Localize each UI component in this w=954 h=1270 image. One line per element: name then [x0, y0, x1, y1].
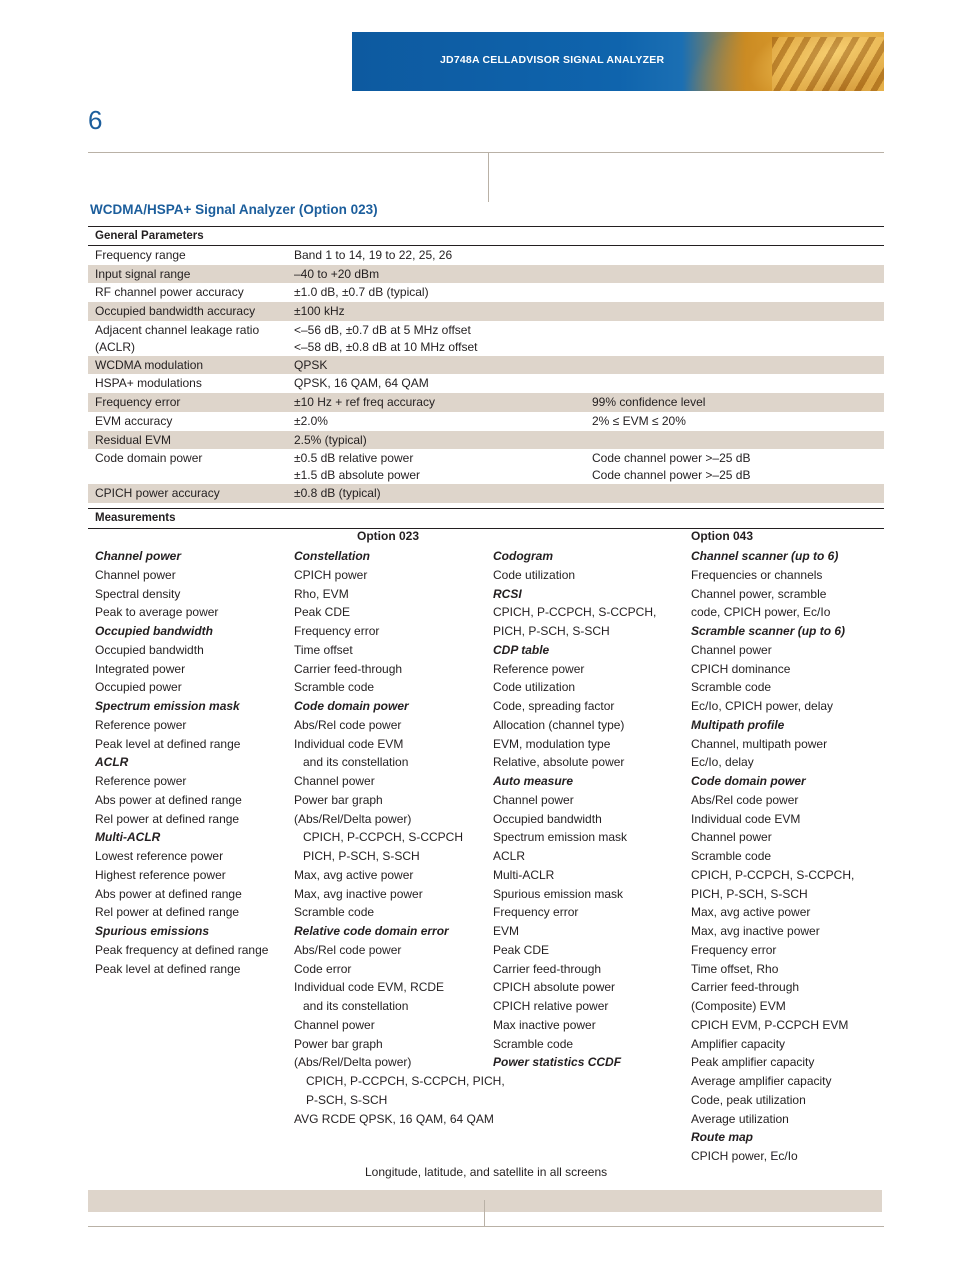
measurement-item: Frequency error — [294, 624, 380, 638]
measurement-item: PICH, P-SCH, S-SCH — [303, 849, 420, 863]
measurement-item: CPICH dominance — [691, 661, 791, 676]
measurement-item: CPICH power — [294, 567, 368, 582]
measurement-item: Occupied power — [95, 680, 182, 695]
measurement-item: Peak CDE — [493, 942, 550, 957]
measurement-item: PICH, P-SCH, S-SCH — [691, 886, 808, 901]
parameter-row — [88, 393, 884, 412]
measurement-item: Highest reference power — [95, 867, 226, 882]
section-title: WCDMA/HSPA+ Signal Analyzer (Option 023) — [90, 202, 378, 217]
measurement-item: Peak level at defined range — [95, 961, 241, 976]
measurement-item: CPICH power, Ec/Io — [691, 1149, 798, 1163]
measurement-item: Abs/Rel code power — [294, 942, 402, 957]
parameter-value: ±1.0 dB, ±0.7 dB (typical) — [294, 285, 429, 300]
parameter-name: Residual EVM — [95, 432, 172, 447]
measurement-item: Ec/Io, CPICH power, delay — [691, 699, 834, 713]
measurement-item: Allocation (channel type) — [493, 717, 625, 732]
measurement-item: P-SCH, S-SCH — [306, 1092, 388, 1107]
general-parameters-rows — [88, 246, 884, 503]
measurement-group-heading: ACLR — [95, 755, 129, 770]
measurements-column-4 — [691, 547, 891, 1166]
measurement-group-heading: Occupied bandwidth — [95, 624, 214, 638]
measurement-item: Code error — [294, 961, 352, 976]
measurement-item: CPICH, P-CCPCH, S-CCPCH — [303, 830, 464, 845]
measurement-item: Channel power — [691, 642, 772, 657]
parameter-name: Occupied bandwidth accuracy — [95, 304, 256, 319]
parameter-name: CPICH power accuracy — [95, 486, 220, 501]
parameter-value: QPSK — [294, 357, 328, 372]
parameter-name: WCDMA modulation — [95, 357, 204, 372]
measurement-item: and its constellation — [303, 755, 409, 770]
banner-title: JD748A CELLADVISOR SIGNAL ANALYZER — [440, 54, 665, 66]
measurement-item: Rel power at defined range — [95, 811, 240, 826]
parameter-note: Code channel power >–25 dB Code channel power >–25 dB — [592, 451, 751, 483]
measurements-heading — [88, 508, 884, 529]
measurements-column-3 — [493, 547, 693, 1072]
parameter-name: Frequency error — [95, 395, 181, 410]
parameter-note — [592, 431, 882, 432]
measurement-group-heading: Auto measure — [493, 774, 574, 788]
parameter-row — [88, 283, 884, 302]
measurement-item: Average amplifier capacity — [691, 1074, 832, 1088]
measurement-item: Abs/Rel code power — [294, 717, 402, 732]
measurement-item: Spectrum emission mask — [493, 830, 628, 845]
measurement-item: Carrier feed-through — [493, 961, 602, 976]
measurement-group-heading: Channel power — [95, 549, 182, 563]
measurement-item: EVM, modulation type — [493, 736, 611, 751]
parameter-value: ±2.0% — [294, 413, 328, 428]
header-banner — [352, 32, 884, 91]
measurement-group-heading: Spurious emissions — [95, 924, 210, 938]
measurement-item: CPICH absolute power — [493, 980, 616, 995]
measurements-column-2 — [294, 547, 505, 1128]
measurement-group-heading: Codogram — [493, 549, 553, 563]
measurement-item: Code, peak utilization — [691, 1092, 806, 1107]
measurement-item: CPICH, P-CCPCH, S-CCPCH, — [493, 605, 657, 620]
parameter-row — [88, 321, 884, 356]
measurements-column-1 — [95, 547, 295, 978]
measurement-item: Abs power at defined range — [95, 792, 242, 807]
measurement-item: Spectral density — [95, 586, 181, 601]
measurement-item: Reference power — [493, 661, 585, 676]
bottom-divider — [88, 1226, 884, 1227]
parameter-name: Input signal range — [95, 266, 191, 281]
measurement-item: CPICH, P-CCPCH, S-CCPCH, PICH, — [306, 1074, 505, 1088]
top-divider — [88, 152, 884, 153]
measurement-item: Frequency error — [691, 942, 777, 957]
measurement-group-heading: Relative code domain error — [294, 924, 449, 938]
option-043-label: Option 043 — [691, 529, 754, 543]
parameter-row — [88, 302, 884, 321]
parameter-value: ±100 kHz — [294, 304, 345, 319]
footer-bar — [88, 1190, 882, 1212]
measurement-group-heading: Code domain power — [294, 699, 409, 713]
parameter-note — [592, 374, 882, 375]
measurement-item: Time offset, Rho — [691, 961, 779, 976]
parameter-name: RF channel power accuracy — [95, 285, 244, 300]
parameter-value: ±0.8 dB (typical) — [294, 486, 381, 501]
parameter-row — [88, 449, 884, 484]
parameter-name: EVM accuracy — [95, 413, 173, 428]
measurement-item: Max, avg active power — [691, 905, 811, 920]
measurement-item: CPICH EVM, P-CCPCH EVM — [691, 1017, 849, 1032]
measurement-item: Rel power at defined range — [95, 905, 240, 920]
bottom-vertical-divider — [484, 1200, 485, 1226]
measurement-group-heading: Power statistics CCDF — [493, 1055, 622, 1070]
measurement-item: Max, avg inactive power — [691, 924, 820, 938]
measurement-item: Code, spreading factor — [493, 699, 615, 713]
measurement-item: Scramble code — [691, 680, 772, 695]
measurement-group-heading: Multi-ACLR — [95, 830, 161, 845]
measurement-group-heading: Spectrum emission mask — [95, 699, 240, 713]
measurement-item: Peak amplifier capacity — [691, 1055, 815, 1070]
measurement-group-heading: RCSI — [493, 586, 522, 601]
parameter-row — [88, 374, 884, 393]
parameter-note — [592, 246, 882, 247]
parameter-note — [592, 484, 882, 485]
parameter-row — [88, 265, 884, 284]
measurement-item: Peak CDE — [294, 605, 351, 620]
parameter-note — [592, 302, 882, 303]
measurement-item: Lowest reference power — [95, 849, 224, 863]
top-vertical-divider — [488, 152, 489, 202]
parameter-name: Code domain power — [95, 451, 203, 466]
measurement-item: Code utilization — [493, 567, 576, 582]
measurement-item: EVM — [493, 924, 520, 938]
measurement-item: ACLR — [493, 849, 526, 863]
measurement-item: Channel power, scramble — [691, 586, 827, 601]
measurement-item: (Composite) EVM — [691, 999, 786, 1013]
parameter-row — [88, 412, 884, 431]
measurement-item: Peak frequency at defined range — [95, 942, 269, 957]
measurement-item: and its constellation — [303, 999, 409, 1013]
measurement-item: Max, avg inactive power — [294, 886, 423, 901]
measurement-item: Power bar graph — [294, 792, 383, 807]
option-023-label: Option 023 — [357, 529, 420, 543]
measurement-item: Individual code EVM, RCDE — [294, 980, 445, 995]
measurement-item: Channel power — [691, 830, 772, 845]
measurement-item: Time offset — [294, 642, 353, 657]
measurement-item: (Abs/Rel/Delta power) — [294, 1055, 412, 1070]
measurement-item: Scramble code — [493, 1036, 574, 1051]
parameter-value: 2.5% (typical) — [294, 432, 367, 447]
parameter-note: 2% ≤ EVM ≤ 20% — [592, 413, 686, 428]
parameter-row — [88, 484, 884, 503]
measurement-item: Occupied bandwidth — [95, 642, 204, 657]
measurement-item: Peak to average power — [95, 605, 219, 620]
measurement-item: Max inactive power — [493, 1017, 596, 1032]
measurement-group-heading: Constellation — [294, 549, 371, 563]
parameter-value: Band 1 to 14, 19 to 22, 25, 26 — [294, 248, 453, 262]
measurement-item: Scramble code — [294, 680, 375, 695]
parameter-name: HSPA+ modulations — [95, 376, 202, 391]
measurement-item: Frequencies or channels — [691, 567, 823, 582]
measurement-item: Carrier feed-through — [691, 980, 800, 995]
measurement-group-heading: Code domain power — [691, 774, 806, 788]
parameter-note — [592, 283, 882, 284]
measurement-item: Channel power — [294, 774, 375, 788]
measurement-item: code, CPICH power, Ec/Io — [691, 605, 831, 620]
measurement-item: PICH, P-SCH, S-SCH — [493, 624, 610, 638]
measurement-item: Carrier feed-through — [294, 661, 403, 676]
parameter-value: –40 to +20 dBm — [294, 266, 380, 281]
parameter-name: Adjacent channel leakage ratio (ACLR) — [95, 322, 260, 354]
measurements-footnote: Longitude, latitude, and satellite in all screens — [365, 1165, 608, 1179]
measurement-item: Channel power — [294, 1017, 375, 1032]
parameter-value: ±0.5 dB relative power ±1.5 dB absolute power — [294, 451, 420, 483]
measurement-group-heading: CDP table — [493, 642, 550, 657]
measurement-item: Scramble code — [294, 905, 375, 920]
measurement-item: (Abs/Rel/Delta power) — [294, 811, 412, 826]
measurement-item: Integrated power — [95, 661, 186, 676]
measurement-item: Channel power — [493, 792, 574, 807]
measurement-item: Max, avg active power — [294, 867, 414, 882]
page-number: 6 — [88, 105, 103, 135]
measurement-item: Occupied bandwidth — [493, 811, 602, 826]
measurement-item: Relative, absolute power — [493, 755, 625, 770]
measurement-item: Reference power — [95, 717, 187, 732]
measurement-item: Multi-ACLR — [493, 867, 555, 882]
general-parameters-table — [88, 226, 884, 503]
measurement-item: Spurious emission mask — [493, 886, 624, 901]
parameter-row — [88, 356, 884, 375]
measurement-item: Rho, EVM — [294, 586, 349, 601]
measurement-item: Individual code EVM — [691, 811, 801, 826]
measurement-item: Average utilization — [691, 1111, 789, 1126]
measurement-group-heading: Scramble scanner (up to 6) — [691, 624, 846, 638]
measurement-item: Frequency error — [493, 905, 579, 920]
parameter-note: 99% confidence level — [592, 395, 706, 410]
parameter-value: <–56 dB, ±0.7 dB at 5 MHz offset <–58 dB, ±0.8 dB at 10 MHz offset — [294, 322, 478, 354]
general-parameters-heading: General Parameters — [88, 226, 884, 246]
banner-texture — [772, 37, 884, 91]
measurement-item: CPICH relative power — [493, 999, 609, 1013]
parameter-row — [88, 431, 884, 450]
measurement-item: Reference power — [95, 774, 187, 788]
measurement-group-heading: Multipath profile — [691, 717, 785, 732]
measurement-item: Ec/Io, delay — [691, 755, 754, 770]
measurement-item: Amplifier capacity — [691, 1036, 786, 1051]
measurement-item: Scramble code — [691, 849, 772, 863]
measurement-item: Code utilization — [493, 680, 576, 695]
parameter-note — [592, 265, 882, 266]
measurement-item: Abs/Rel code power — [691, 792, 799, 807]
parameter-note — [592, 356, 882, 357]
measurement-item: Channel, multipath power — [691, 736, 828, 751]
measurement-item: Individual code EVM — [294, 736, 404, 751]
parameter-value: ±10 Hz + ref freq accuracy — [294, 395, 435, 410]
measurement-item: Abs power at defined range — [95, 886, 242, 901]
measurement-item: CPICH, P-CCPCH, S-CCPCH, — [691, 867, 855, 882]
measurements-heading-label: Measurements — [95, 512, 176, 524]
parameter-row — [88, 246, 884, 265]
measurement-group-heading: Route map — [691, 1130, 754, 1145]
parameter-value: QPSK, 16 QAM, 64 QAM — [294, 376, 429, 391]
parameter-name: Frequency range — [95, 248, 186, 262]
measurement-group-heading: Channel scanner (up to 6) — [691, 549, 839, 563]
measurement-item: Power bar graph — [294, 1036, 383, 1051]
measurement-item: Channel power — [95, 567, 176, 582]
parameter-note — [592, 321, 882, 322]
measurement-item: Peak level at defined range — [95, 736, 241, 751]
measurement-item: AVG RCDE QPSK, 16 QAM, 64 QAM — [294, 1111, 494, 1126]
